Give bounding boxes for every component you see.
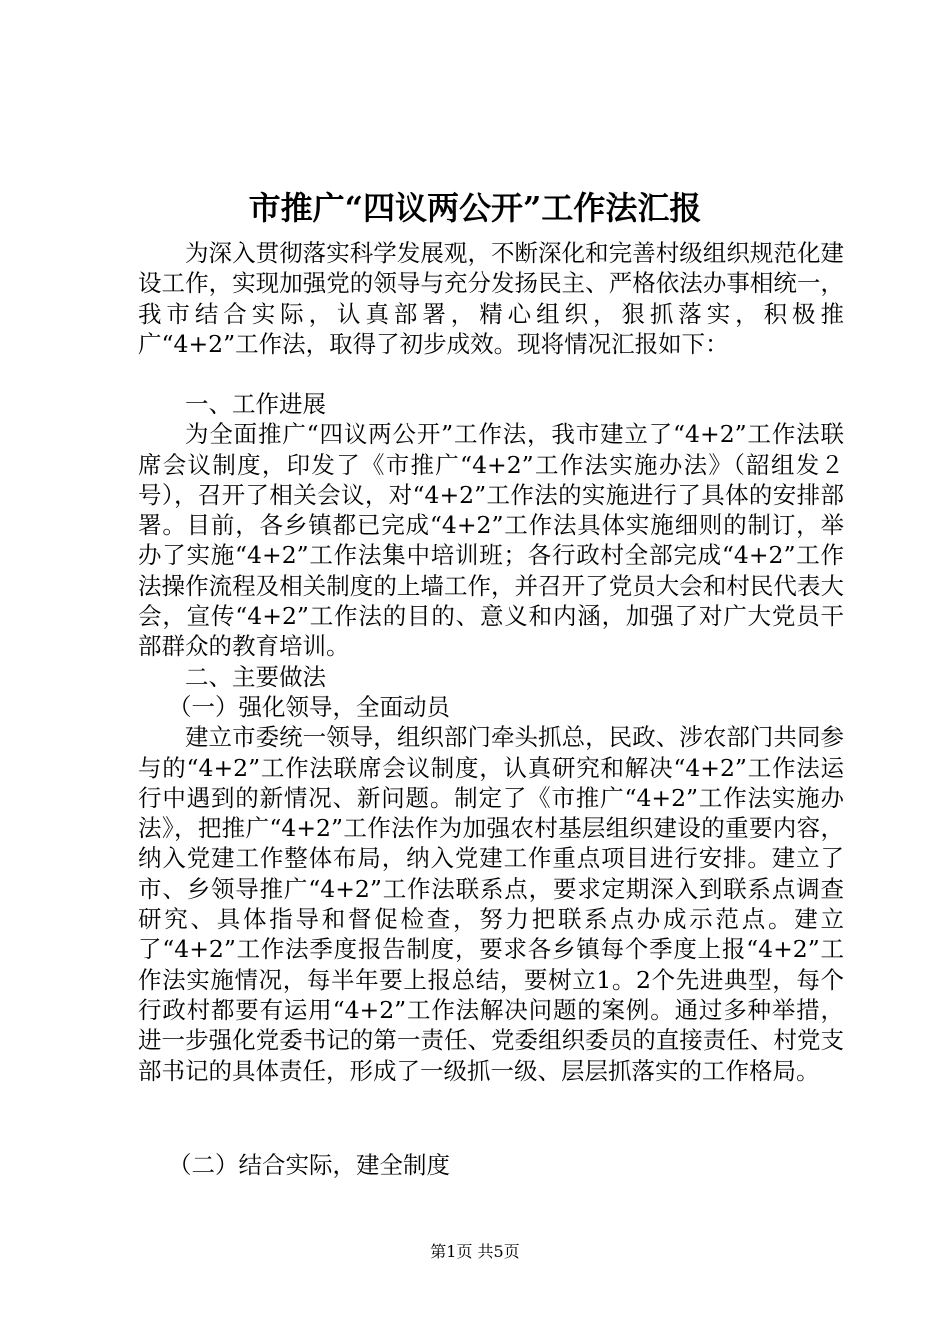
subsection-1-paragraph: 建立市委统一领导，组织部门牵头抓总，民政、涉农部门共同参与的“4+2”工作法联席会议制度，认真研究和解决“4+2”工作法运行中遇到的新情况、新问题。制定了《市推广“4+2”工作法实施办法》，把推广“4+2”工作法作为加强农村基层组织建设的重要内容，纳入党建工作整体布局，纳入党建工作重点项目进行安排。建立了市、乡领导推广“4+2”工作法联系点，要求定期深入到联系点调查研究、具体指导和督促检查，努力把联系点办成示范点。建立了“4+2”工作法季度报告制度，要求各乡镇每个季度上报“4+2”工作法实施情况，每半年要上报总结，要树立1。2个先进典型，每个行政村都要有运用“4+2”工作法解决问题的案例。通过多种举措，进一步强化党委书记的第一责任、党委组织委员的直接责任、村党支部书记的具体责任，形成了一级抓一级、层层抓落实的工作格局。 (138, 723, 844, 1085)
intro-paragraph: 为深入贯彻落实科学发展观，不断深化和完善村级组织规范化建设工作，实现加强党的领导与充分发扬民主、严格依法办事相统一，我市结合实际，认真部署，精心组织，狠抓落实，积极推广“4+2”工作法，取得了初步成效。现将情况汇报如下： (138, 239, 844, 358)
intro-block (138, 238, 844, 359)
subsection-1-heading: （一）强化领导，全面动员 (168, 692, 450, 721)
section-2-heading: 二、主要做法 (185, 662, 326, 691)
subsection-2-block (138, 1150, 844, 1180)
page-footer: 第1页 共5页 (430, 1242, 520, 1261)
section-1-heading: 一、工作进展 (185, 390, 326, 418)
document-title: 市推广“四议两公开”工作法汇报 (248, 189, 702, 227)
subsection-2-heading: （二）结合实际，建全制度 (168, 1151, 450, 1179)
section-1-block (138, 389, 844, 1086)
section-1-paragraph: 为全面推广“四议两公开”工作法，我市建立了“4+2”工作法联席会议制度，印发了《市推广“4+2”工作法实施办法》（韶组发２号），召开了相关会议，对“4+2”工作法的实施进行了具体的安排部署。目前，各乡镇都已完成“4+2”工作法具体实施细则的制订，举办了实施“4+2”工作法集中培训班；各行政村全部完成“4+2”工作法操作流程及相关制度的上墙工作，并召开了党员大会和村民代表大会，宣传“4+2”工作法的目的、意义和内涵，加强了对广大党员干部群众的教育培训。 (138, 420, 844, 661)
